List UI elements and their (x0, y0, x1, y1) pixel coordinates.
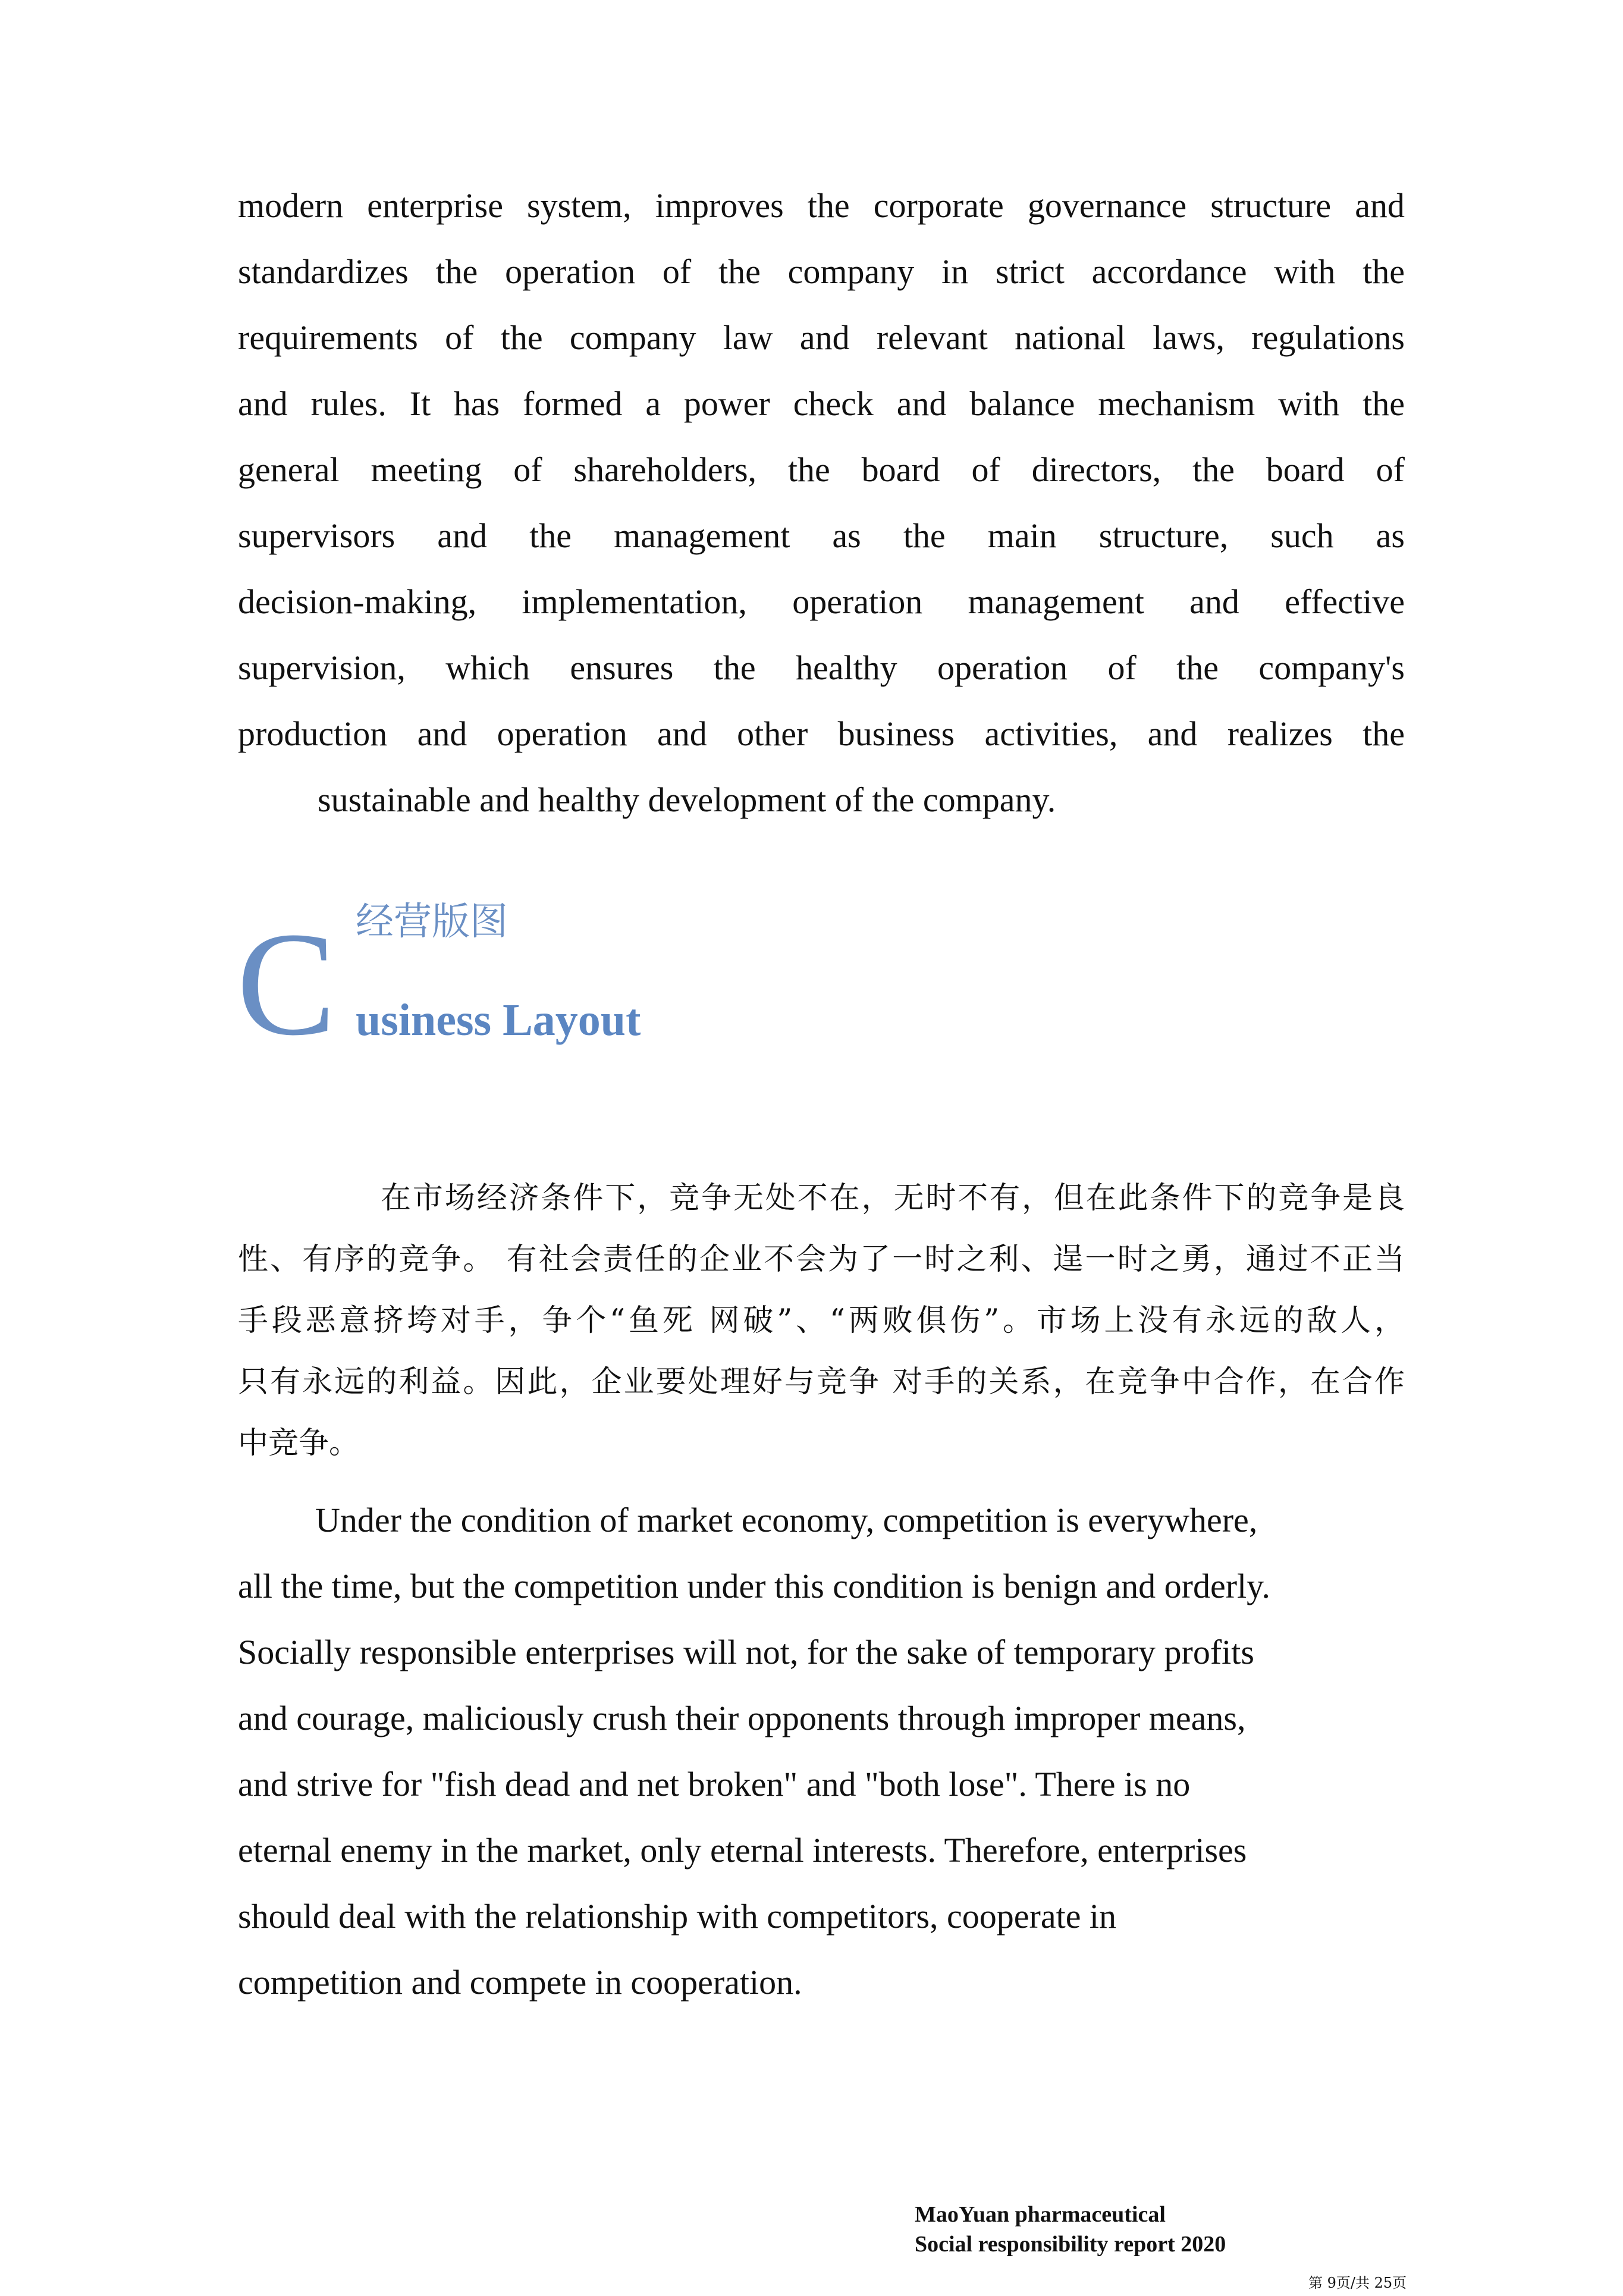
page-number: 第 9页/共 25页 (1308, 2275, 1407, 2291)
text-line: should deal with the relationship with competitors, cooperate in (238, 1897, 1117, 1936)
footer-brand (915, 2200, 1226, 2259)
footer-brand-line1: MaoYuan pharmaceutical (915, 2202, 1166, 2227)
text-line: general meeting of shareholders, the board of directors, the board of (238, 450, 1405, 489)
text-line: all the time, but the competition under this condition is benign and orderly. (238, 1567, 1270, 1605)
paragraph-competition-en (238, 1487, 1427, 2015)
text-line: 在市场经济条件下，竞争无处不在，无时不有，但在此条件下的竞争是良 (381, 1181, 1405, 1216)
text-line: requirements of the company law and relevant national laws, regulations (238, 318, 1405, 357)
text-line: Under the condition of market economy, competition is everywhere, (315, 1501, 1258, 1539)
text-line: supervision, which ensures the healthy operation of the company's (238, 648, 1405, 687)
text-line: and rules. It has formed a power check and balance mechanism with the (238, 384, 1405, 423)
footer-brand-line2: Social responsibility report 2020 (915, 2232, 1226, 2257)
text-line: Socially responsible enterprises will not, for the sake of temporary profits (238, 1633, 1254, 1671)
text-line: competition and compete in cooperation. (238, 1963, 802, 2002)
section-heading (237, 892, 950, 1071)
text-line: eternal enemy in the market, only eternal interests. Therefore, enterprises (238, 1831, 1247, 1870)
text-line: and courage, maliciously crush their opponents through improper means, (238, 1699, 1246, 1737)
section-title-zh: 经营版图 (356, 900, 508, 944)
text-line: 手段恶意挤垮对手，争个“鱼死 网破”、“两败俱伤”。市场上没有永远的敌人， (238, 1303, 1405, 1338)
paragraph-governance (238, 172, 1405, 833)
section-title-en: usiness Layout (356, 995, 641, 1045)
text-line: sustainable and healthy development of the company. (318, 780, 1056, 819)
text-line: and strive for "fish dead and net broken" and "both lose". There is no (238, 1765, 1191, 1803)
text-line: modern enterprise system, improves the corporate governance structure and (238, 186, 1405, 225)
text-line: 中竞争。 (238, 1426, 360, 1461)
text-line: decision-making, implementation, operation management and effective (238, 582, 1405, 621)
drop-cap-letter: C (237, 902, 336, 1067)
text-line: standardizes the operation of the company in strict accordance with the (238, 252, 1405, 291)
paragraph-competition-zh (238, 1168, 1405, 1474)
text-line: 只有永远的利益。因此，企业要处理好与竞争 对手的关系，在竞争中合作，在合作 (238, 1365, 1405, 1400)
text-line: 性、有序的竞争。 有社会责任的企业不会为了一时之利、逞一时之勇，通过不正当 (238, 1242, 1405, 1277)
text-line: production and operation and other business activities, and realizes the (238, 714, 1405, 753)
text-line: supervisors and the management as the main structure, such as (238, 516, 1405, 555)
